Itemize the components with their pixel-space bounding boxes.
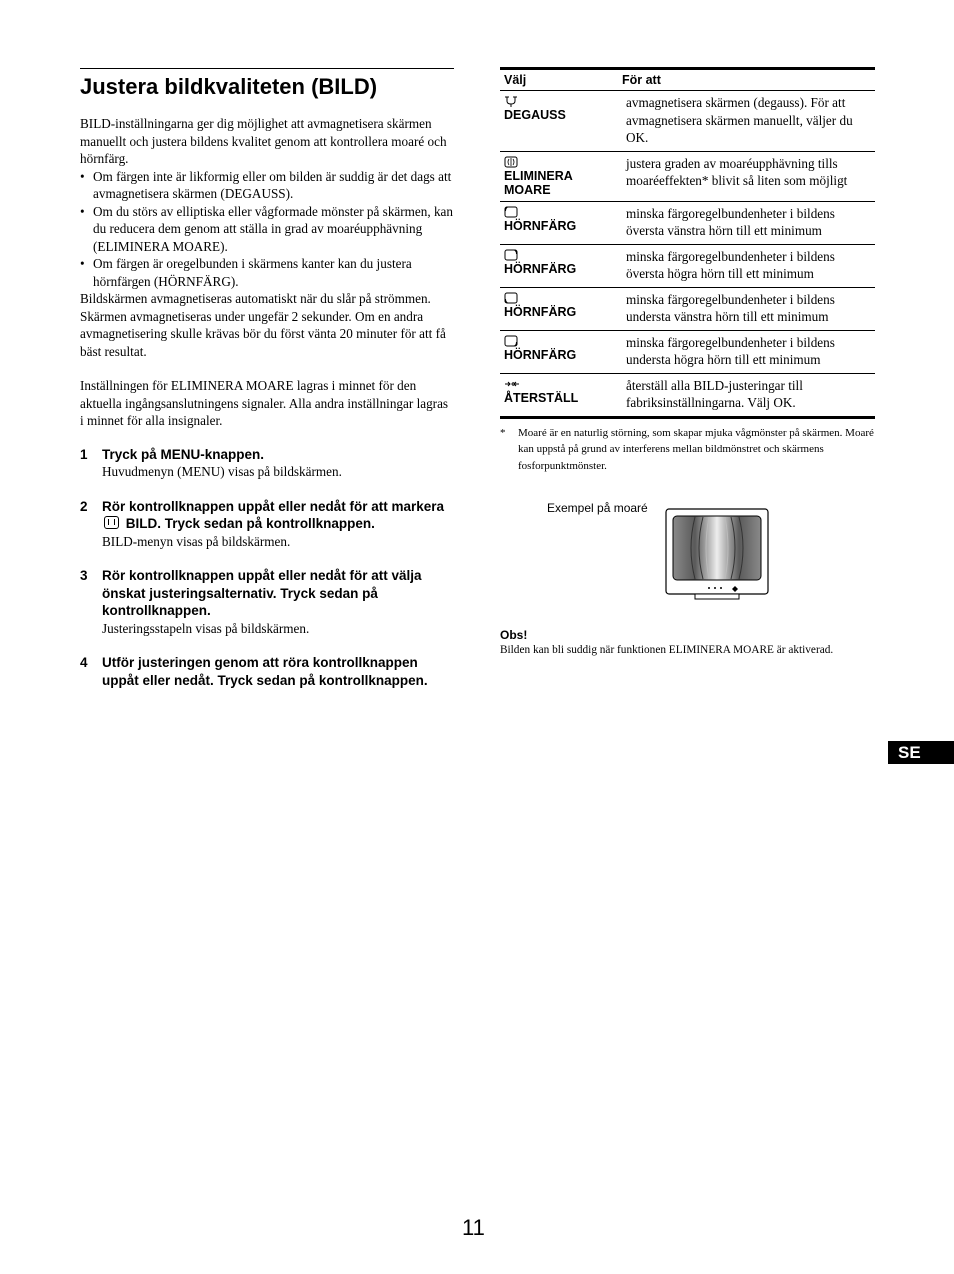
step-title-part: BILD. Tryck sedan på kontrollknappen. [125,516,375,531]
intro-paragraph: BILD-inställningarna ger dig möjlighet att avmagnetisera skärmen manuellt och justera bildens kvalitet genom att kontrollera moaré och hörnfärg. [80,116,447,166]
page-number: 11 [462,1215,485,1240]
moire-example-label: Exempel på moaré [547,501,648,515]
description-cell: minska färgoregelbundenheter i bildens översta vänstra hörn till ett minimum [618,201,875,244]
title-rule [80,68,454,69]
bullet-item: • Om färgen inte är likformig eller om bilden är suddig är det dags att avmagnetisera skärmen (DEGAUSS). [80,168,454,203]
footnote-text: Moaré är en naturlig störning, som skapar mjuka vågmönster på skärmen. Moaré kan uppstå på grund av interferens mellan bildmönstret och skärmens fosforpunktmönster. [518,426,874,472]
steps-list [80,446,454,690]
option-cell [500,244,618,287]
moire-icon [504,156,518,168]
monitor-moire-illustration [665,508,775,608]
option-label: ÅTERSTÄLL [504,390,579,405]
option-label: DEGAUSS [504,108,566,122]
step-number: 2 [80,498,88,514]
step-title-part: Rör kontrollknappen uppåt eller nedåt för att markera [102,498,445,514]
description-cell: minska färgoregelbundenheter i bildens understa vänstra hörn till ett minimum [618,287,875,330]
column-header-purpose: För att [622,73,661,87]
step-2 [80,498,454,551]
intro-section [80,115,454,430]
footnote [500,425,875,475]
memory-paragraph: Inställningen för ELIMINERA MOARE lagras i minnet för den aktuella ingångsanslutningens signaler. Alla andra inställningar lagras i minnet för alla insignaler. [80,378,449,428]
degauss-duration-paragraph: Skärmen avmagnetiseras under ungefär 2 sekunder. Om en andra avmagnetisering skulle krävas bör du först vänta 20 minuter för att få bäst resultat. [80,308,446,359]
option-label: ELIMINERA MOARE [504,168,573,197]
bullet-item: • Om du störs av elliptiska eller vågformade mönster på skärmen, kan du reducera dem genom att ställa in grad av moaréupphävning (ELIMINERA MOARE). [80,203,454,256]
table-row [500,373,875,417]
step-4 [80,654,454,689]
bullet-item: • Om färgen är oregelbunden i skärmens kanter kan du justera hörnfärgen (HÖRNFÄRG). [80,255,454,290]
step-description: Justeringsstapeln visas på bildskärmen. [102,620,310,636]
description-cell: justera graden av moaréupphävning tills moaréeffekten* blivit så liten som möjligt [618,151,875,201]
right-column [500,67,875,656]
option-label: HÖRNFÄRG [504,218,577,233]
options-table [500,67,875,419]
step-number: 3 [80,568,88,583]
description-cell: minska färgoregelbundenheter i bildens understa högra hörn till ett minimum [618,330,875,373]
step-1 [80,446,454,481]
corner-top-left-icon [504,206,518,218]
degauss-icon [504,95,518,107]
option-label: HÖRNFÄRG [504,261,577,276]
table-row [500,91,875,152]
step-title: Rör kontrollknappen uppåt eller nedåt för att välja önskat justeringsalternativ. Tryck sedan på kontrollknappen. [102,568,422,618]
description-cell: minska färgoregelbundenheter i bildens översta högra hörn till ett minimum [618,244,875,287]
note-title: Obs! [500,628,528,642]
page-title: Justera bildkvaliteten (BILD) [80,74,378,99]
option-cell [500,151,618,201]
step-description: BILD-menyn visas på bildskärmen. [102,533,291,549]
bild-icon [104,516,119,529]
note-text: Bilden kan bli suddig när funktionen ELIMINERA MOARE är aktiverad. [500,644,834,656]
table-row [500,201,875,244]
step-title: Utför justeringen genom att röra kontrollknappen uppåt eller nedåt. Tryck sedan på kontrollknappen. [102,655,428,688]
left-column [80,68,454,706]
option-label: HÖRNFÄRG [504,347,577,362]
step-number: 4 [80,655,88,670]
table-header-row [500,69,875,91]
language-tab: SE [888,741,954,764]
step-description: Huvudmenyn (MENU) visas på bildskärmen. [102,464,342,479]
corner-bottom-left-icon [504,292,518,304]
bullet-list [80,168,454,291]
option-cell [500,201,618,244]
footnote-mark: * [500,426,506,439]
option-cell [500,91,618,152]
description-cell: återställ alla BILD-justeringar till fabriksinställningarna. Välj OK. [618,373,875,417]
table-row [500,244,875,287]
corner-bottom-right-icon [504,335,518,347]
option-label: HÖRNFÄRG [504,304,577,319]
table-row [500,287,875,330]
table-row [500,151,875,201]
step-title [102,498,454,533]
step-title: Tryck på MENU-knappen. [102,446,265,462]
description-cell: avmagnetisera skärmen (degauss). För att avmagnetisera skärmen manuellt, väljer du OK. [618,91,875,152]
reset-icon [504,378,520,390]
step-3 [80,567,454,637]
table-row [500,330,875,373]
column-header-select: Välj [504,73,527,87]
option-cell [500,330,618,373]
option-cell [500,373,618,417]
option-cell [500,287,618,330]
step-number: 1 [80,446,88,462]
corner-top-right-icon [504,249,518,261]
auto-degauss-paragraph: Bildskärmen avmagnetiseras automatiskt när du slår på strömmen. [80,291,431,306]
